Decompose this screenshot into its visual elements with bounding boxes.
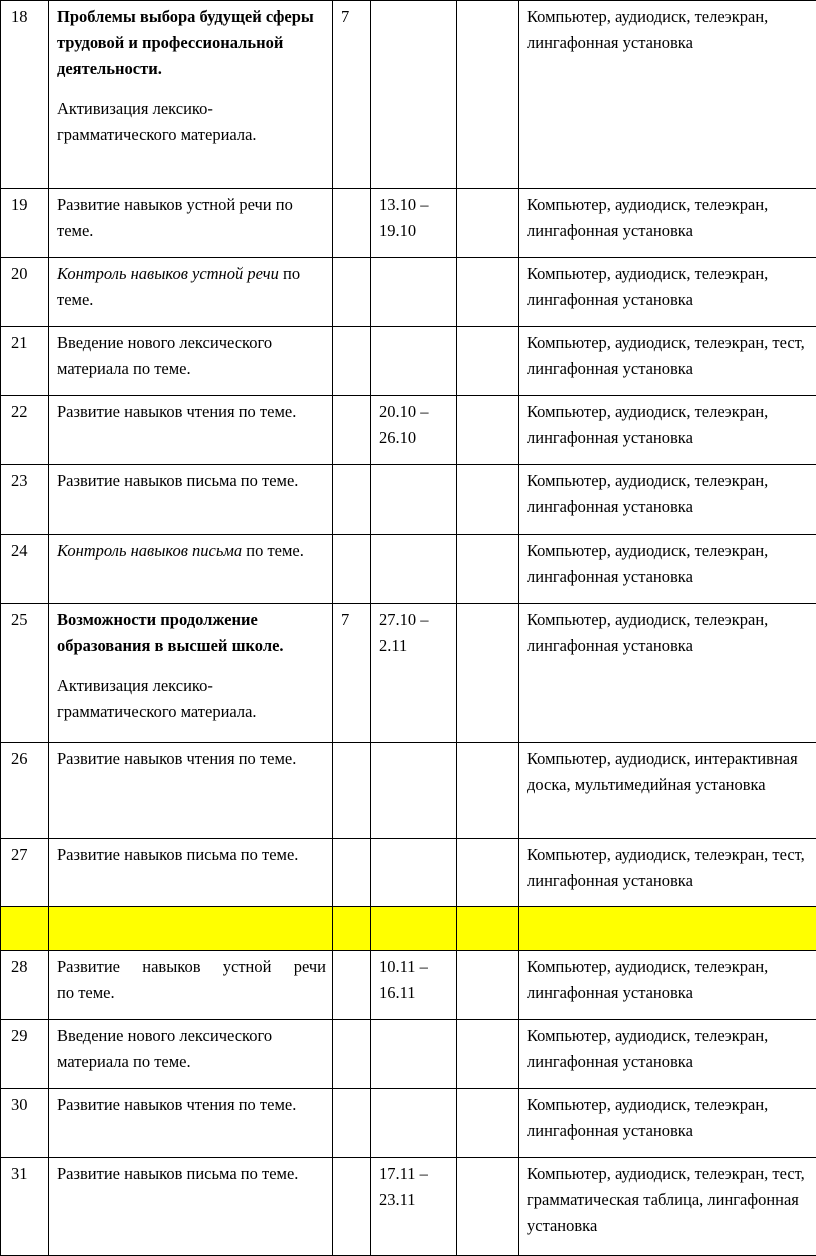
lesson-topic: [49, 1, 333, 189]
date-cell: [371, 1020, 457, 1089]
date-cell: 13.10 – 19.10: [371, 189, 457, 258]
topic-rest: по теме.: [57, 983, 115, 1002]
lesson-topic: [49, 535, 333, 604]
equipment-cell: Компьютер, аудиодиск, телеэкран, лингафонная установка: [519, 465, 816, 535]
equipment-cell: Компьютер, аудиодиск, телеэкран, лингафонная установка: [519, 1, 816, 189]
lesson-number: 27: [1, 839, 49, 907]
date-cell: [371, 258, 457, 327]
hours-cell: [333, 535, 371, 604]
lesson-number: 25: [1, 604, 49, 743]
lesson-number: 23: [1, 465, 49, 535]
empty-cell: [1, 907, 49, 951]
empty-cell: [457, 839, 519, 907]
equipment-cell: Компьютер, аудиодиск, телеэкран, тест, грамматическая таблица, лингафонная установка: [519, 1158, 816, 1256]
hours-cell: [333, 1158, 371, 1256]
lesson-number: 20: [1, 258, 49, 327]
section-title: Проблемы выбора будущей сферы трудовой и профессиональной деятельности.: [57, 4, 326, 82]
lesson-number: 24: [1, 535, 49, 604]
hours-cell: [333, 258, 371, 327]
empty-cell: [371, 907, 457, 951]
table-row: [1, 1158, 816, 1256]
lesson-number: 28: [1, 951, 49, 1020]
empty-cell: [457, 951, 519, 1020]
lesson-number: 22: [1, 396, 49, 465]
equipment-cell: Компьютер, аудиодиск, телеэкран, лингафонная установка: [519, 535, 816, 604]
empty-cell: [519, 907, 816, 951]
equipment-cell: Компьютер, аудиодиск, телеэкран, лингафонная установка: [519, 396, 816, 465]
empty-cell: [457, 1020, 519, 1089]
date-cell: 27.10 – 2.11: [371, 604, 457, 743]
empty-cell: [457, 1, 519, 189]
empty-cell: [457, 907, 519, 951]
lesson-topic: [49, 258, 333, 327]
lesson-topic: Развитие навыков чтения по теме.: [49, 1089, 333, 1158]
section-subtitle: Активизация лексико-грамматического материала.: [57, 673, 326, 725]
lesson-topic: Развитие навыков устной речи по теме.: [49, 189, 333, 258]
hours-cell: [333, 1089, 371, 1158]
empty-cell: [457, 258, 519, 327]
empty-cell: [457, 327, 519, 396]
table-row: [1, 535, 816, 604]
date-cell: [371, 839, 457, 907]
lesson-number: 18: [1, 1, 49, 189]
hours-cell: [333, 743, 371, 839]
lesson-topic: Развитие навыков письма по теме.: [49, 1158, 333, 1256]
empty-cell: [457, 604, 519, 743]
date-cell: [371, 535, 457, 604]
table-row: [1, 189, 816, 258]
empty-cell: [457, 743, 519, 839]
date-cell: [371, 1, 457, 189]
table-row: [1, 743, 816, 839]
highlighted-empty-row: [1, 907, 816, 951]
hours-cell: 7: [333, 604, 371, 743]
date-cell: [371, 743, 457, 839]
topic-italic: Контроль навыков письма: [57, 541, 242, 560]
table-row: [1, 1020, 816, 1089]
lesson-number: 19: [1, 189, 49, 258]
equipment-cell: Компьютер, аудиодиск, телеэкран, лингафонная установка: [519, 604, 816, 743]
date-cell: [371, 465, 457, 535]
empty-cell: [457, 396, 519, 465]
lesson-number: 31: [1, 1158, 49, 1256]
hours-cell: [333, 1020, 371, 1089]
lesson-number: 30: [1, 1089, 49, 1158]
topic-italic: Контроль навыков устной речи: [57, 264, 279, 283]
hours-cell: [333, 396, 371, 465]
lesson-topic: [49, 951, 333, 1020]
section-subtitle: Активизация лексико-грамматического материала.: [57, 96, 326, 148]
table-row: [1, 1089, 816, 1158]
table-row: [1, 604, 816, 743]
equipment-cell: Компьютер, аудиодиск, телеэкран, тест, лингафонная установка: [519, 327, 816, 396]
hours-cell: [333, 465, 371, 535]
equipment-cell: Компьютер, аудиодиск, телеэкран, лингафонная установка: [519, 258, 816, 327]
hours-cell: [333, 951, 371, 1020]
date-cell: 10.11 – 16.11: [371, 951, 457, 1020]
topic-rest: по теме.: [57, 264, 300, 309]
lesson-topic: Развитие навыков чтения по теме.: [49, 743, 333, 839]
lesson-number: 26: [1, 743, 49, 839]
empty-cell: [457, 1158, 519, 1256]
lesson-number: 21: [1, 327, 49, 396]
hours-cell: [333, 839, 371, 907]
topic-rest: по теме.: [246, 541, 304, 560]
table-row: [1, 258, 816, 327]
equipment-cell: Компьютер, аудиодиск, телеэкран, лингафонная установка: [519, 1089, 816, 1158]
empty-cell: [457, 465, 519, 535]
table-row: [1, 839, 816, 907]
empty-cell: [457, 535, 519, 604]
empty-cell: [457, 1089, 519, 1158]
topic-justified: Развитие навыков устной речи: [57, 954, 326, 980]
equipment-cell: Компьютер, аудиодиск, телеэкран, лингафонная установка: [519, 189, 816, 258]
equipment-cell: Компьютер, аудиодиск, интерактивная доска, мультимедийная установка: [519, 743, 816, 839]
lesson-topic: Развитие навыков письма по теме.: [49, 465, 333, 535]
table-row: [1, 465, 816, 535]
hours-cell: [333, 189, 371, 258]
table-row: [1, 396, 816, 465]
date-cell: 20.10 – 26.10: [371, 396, 457, 465]
lesson-topic: Введение нового лексического материала по теме.: [49, 1020, 333, 1089]
lesson-topic: Развитие навыков письма по теме.: [49, 839, 333, 907]
table-row: [1, 951, 816, 1020]
lesson-number: 29: [1, 1020, 49, 1089]
lesson-topic: Развитие навыков чтения по теме.: [49, 396, 333, 465]
lesson-topic: Введение нового лексического материала по теме.: [49, 327, 333, 396]
table-row: [1, 327, 816, 396]
date-cell: [371, 1089, 457, 1158]
empty-cell: [457, 189, 519, 258]
table-row: [1, 1, 816, 189]
date-cell: 17.11 – 23.11: [371, 1158, 457, 1256]
empty-cell: [333, 907, 371, 951]
lesson-topic: [49, 604, 333, 743]
hours-cell: [333, 327, 371, 396]
section-title: Возможности продолжение образования в высшей школе.: [57, 607, 326, 659]
equipment-cell: Компьютер, аудиодиск, телеэкран, тест, лингафонная установка: [519, 839, 816, 907]
empty-cell: [49, 907, 333, 951]
date-cell: [371, 327, 457, 396]
hours-cell: 7: [333, 1, 371, 189]
equipment-cell: Компьютер, аудиодиск, телеэкран, лингафонная установка: [519, 1020, 816, 1089]
equipment-cell: Компьютер, аудиодиск, телеэкран, лингафонная установка: [519, 951, 816, 1020]
